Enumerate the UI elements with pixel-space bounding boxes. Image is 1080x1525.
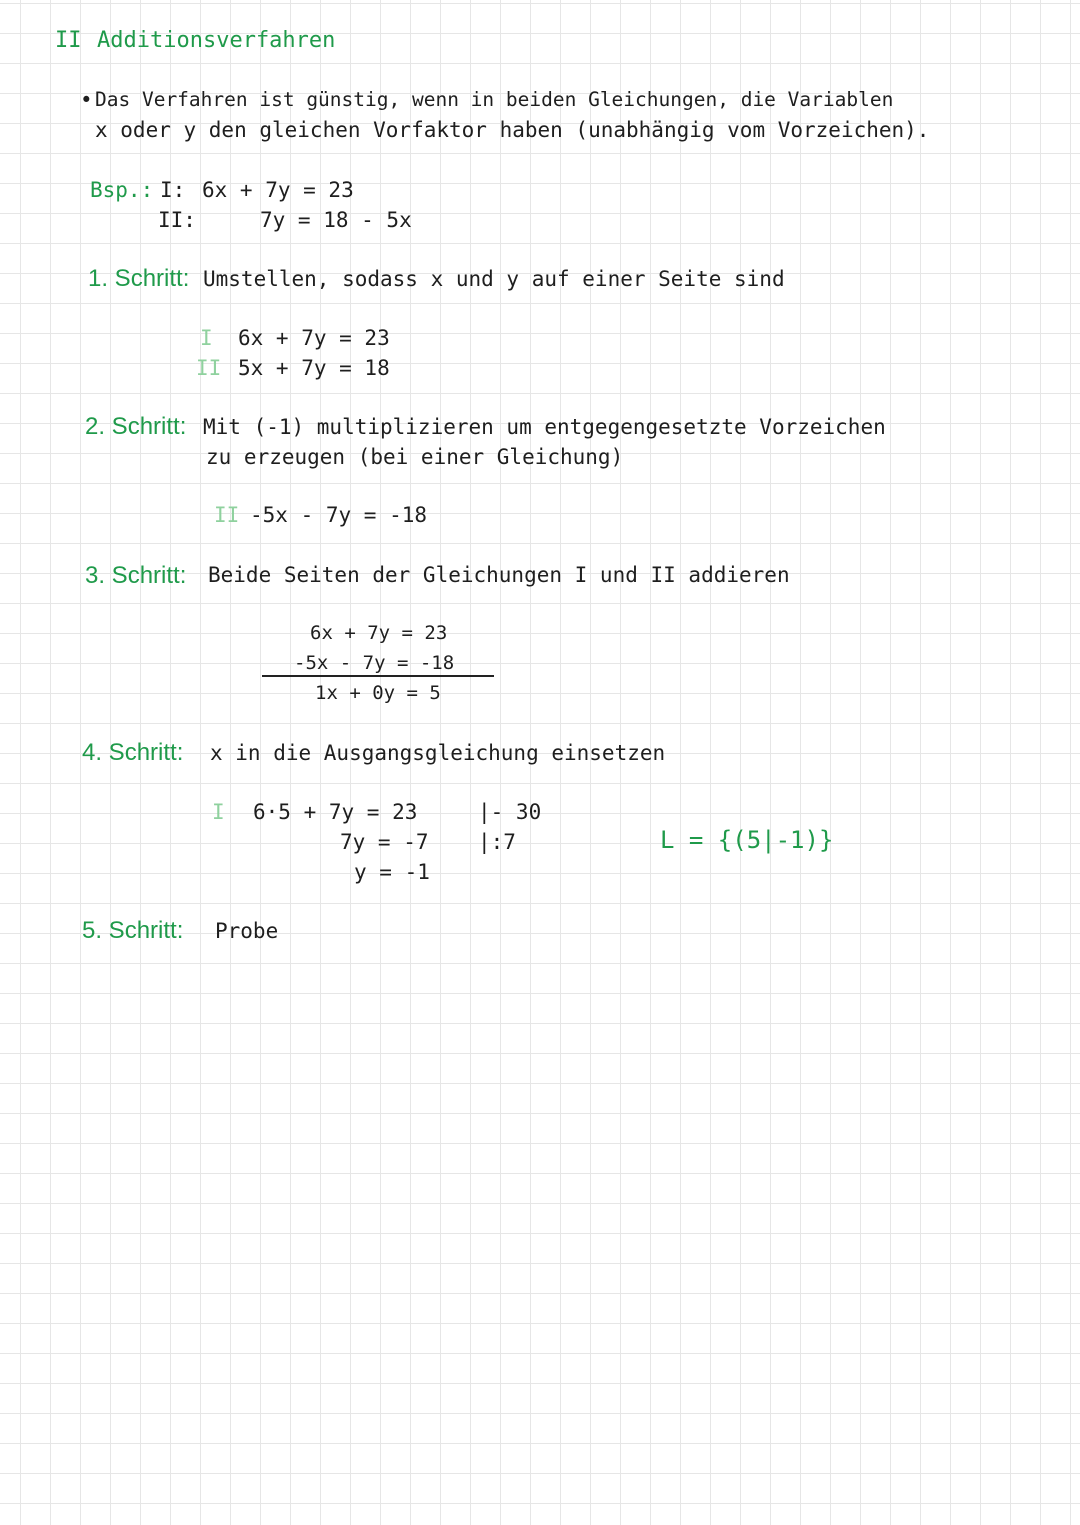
step3-row1: 6x + 7y = 23 (310, 622, 448, 644)
step2-label: 2. Schritt: (85, 413, 187, 440)
step4-row2: 7y = -7 (340, 830, 429, 854)
step1-label: 1. Schritt: (88, 265, 190, 292)
step4-row2-op: |:7 (478, 830, 516, 854)
step1-eq1: 6x + 7y = 23 (238, 326, 390, 350)
intro-line-1: Das Verfahren ist günstig, wenn in beiden Gleichungen, die Variablen (95, 88, 894, 111)
step3-text: Beide Seiten der Gleichungen I und II addieren (208, 563, 790, 587)
example-eq1-label: I: (160, 178, 186, 202)
example-eq2: 7y = 18 - 5x (260, 208, 412, 232)
step4-row1: 6·5 + 7y = 23 (253, 800, 418, 824)
step2-eq-label: II (214, 503, 240, 527)
step2-text-2: zu erzeugen (bei einer Gleichung) (206, 445, 624, 469)
step4-eq-label: I (212, 800, 225, 824)
section-numeral: II (55, 28, 82, 53)
step1-text: Umstellen, sodass x und y auf einer Seite sind (203, 267, 785, 291)
step2-text-1: Mit (-1) multiplizieren um entgegengesetzte Vorzeichen (203, 415, 886, 439)
intro-bullet: • (80, 88, 93, 112)
step3-label: 3. Schritt: (85, 562, 187, 589)
step4-label: 4. Schritt: (82, 739, 184, 766)
sum-line (262, 675, 494, 677)
step5-text: Probe (215, 919, 279, 943)
step2-eq: -5x - 7y = -18 (250, 503, 428, 527)
step1-eq2-label: II (196, 356, 222, 380)
step1-eq2: 5x + 7y = 18 (238, 356, 390, 380)
step1-eq1-label: I (200, 326, 213, 350)
section-title: Additionsverfahren (97, 28, 336, 53)
step3-row3: 1x + 0y = 5 (315, 682, 441, 704)
example-label: Bsp.: (90, 178, 154, 202)
step4-text: x in die Ausgangsgleichung einsetzen (210, 741, 666, 765)
example-eq1: 6x + 7y = 23 (202, 178, 354, 202)
solution-set: L = {(5|-1)} (660, 826, 834, 854)
step4-row3: y = -1 (354, 860, 430, 884)
intro-line-2: x oder y den gleichen Vorfaktor haben (unabhängig vom Vorzeichen). (95, 118, 930, 142)
example-eq2-label: II: (158, 208, 196, 232)
step4-row1-op: |- 30 (478, 800, 542, 824)
step3-row2: -5x - 7y = -18 (294, 652, 455, 674)
step5-label: 5. Schritt: (82, 917, 184, 944)
